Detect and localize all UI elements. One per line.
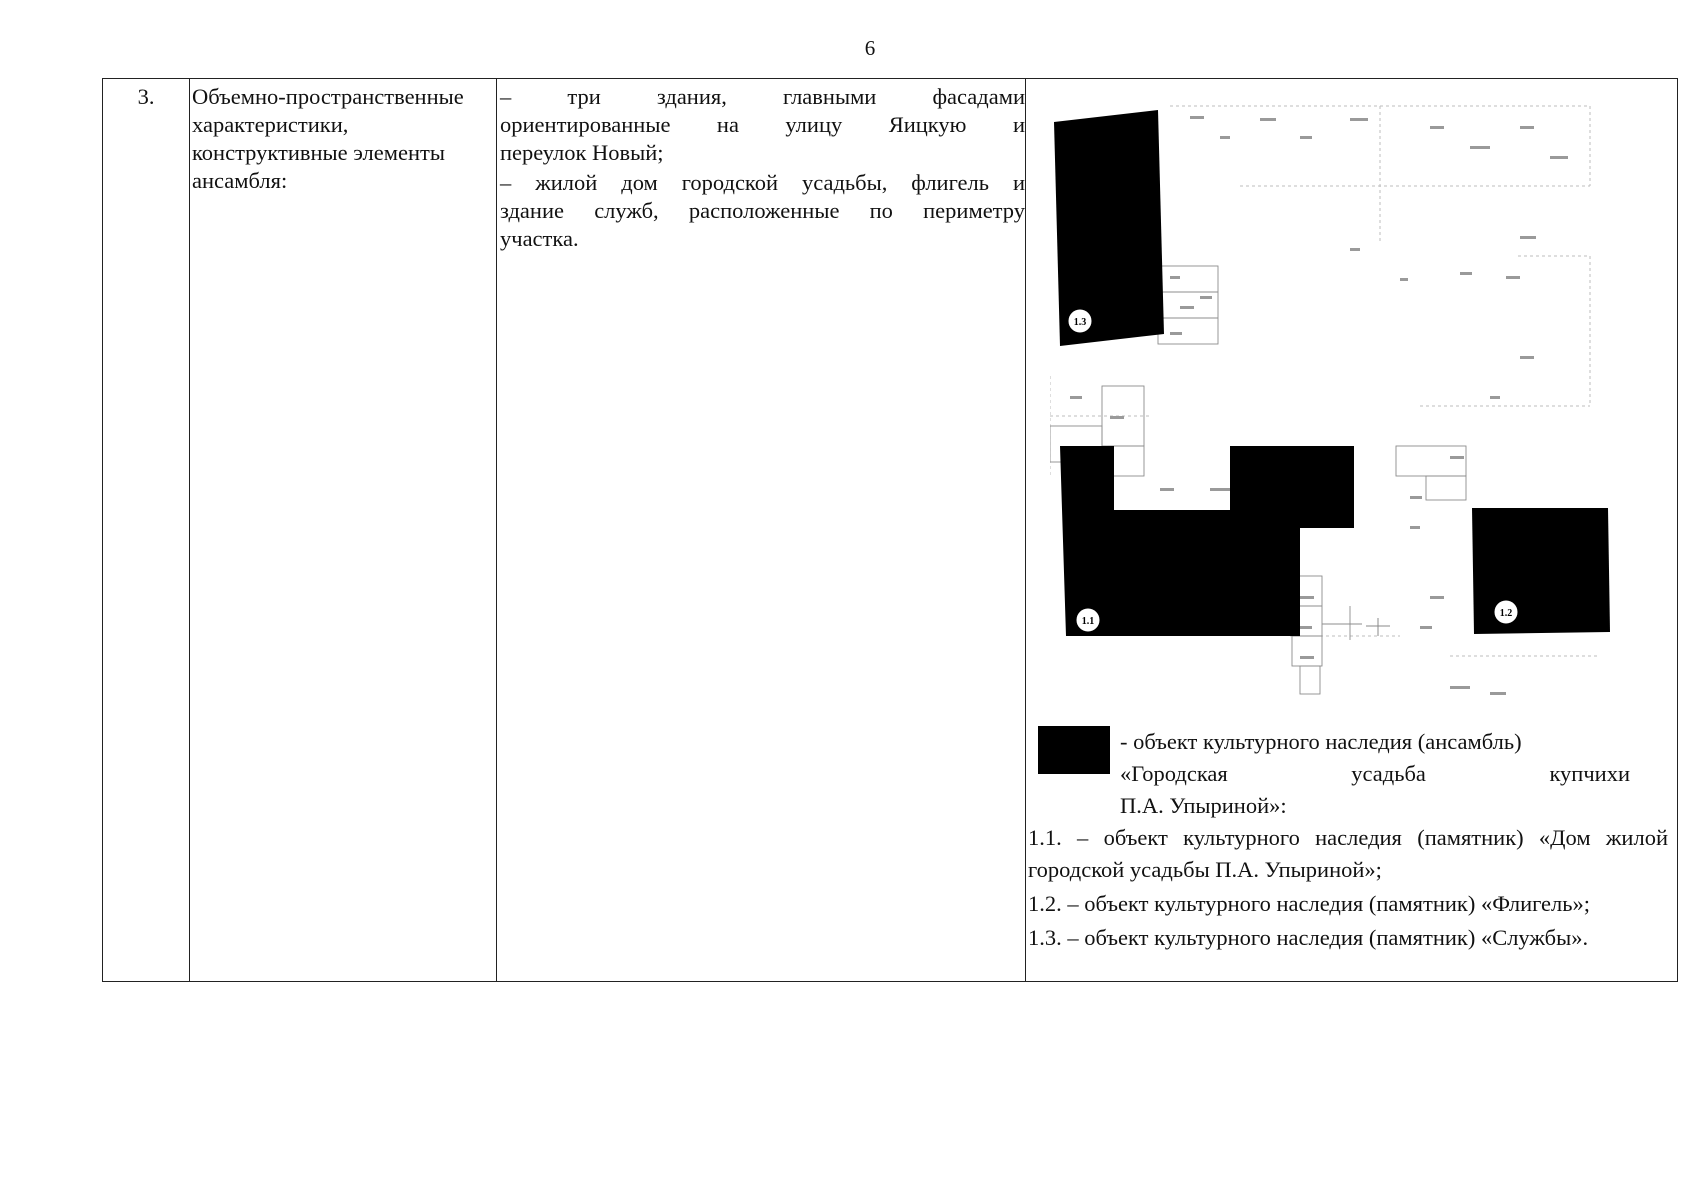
description-item-buildings xyxy=(500,83,1025,167)
building-1-1 xyxy=(1060,446,1354,636)
characteristic-line: конструктивные элементы xyxy=(192,140,445,165)
marker-1-1 xyxy=(1076,608,1100,632)
characteristic-line: Объемно-пространственные xyxy=(192,84,464,109)
row-number: 3. xyxy=(137,84,155,109)
legend-item-line: 1.2. – объект культурного наследия (памятник) «Флигель»; xyxy=(1028,891,1591,916)
description-cell xyxy=(500,83,1025,255)
characteristic-line: характеристики, xyxy=(192,112,349,137)
page-number: 6 xyxy=(864,36,876,60)
description-line: здание служб, расположенные по периметру xyxy=(500,198,1025,223)
legend-item-line: 1.3. – объект культурного наследия (памятник) «Службы». xyxy=(1028,925,1589,950)
legend-item-1-2 xyxy=(1028,888,1668,920)
column-divider xyxy=(496,79,497,981)
marker-1-3-label: 1.3 xyxy=(1073,317,1087,328)
description-line: участка. xyxy=(500,226,579,251)
legend-caption-line: - объект культурного наследия (ансамбль) xyxy=(1120,729,1522,754)
description-line: переулок Новый; xyxy=(500,140,664,165)
marker-1-1-label: 1.1 xyxy=(1081,616,1095,627)
site-plan xyxy=(1050,96,1618,710)
marker-1-2-label: 1.2 xyxy=(1499,608,1513,619)
marker-1-2 xyxy=(1494,600,1518,624)
legend-caption-line: «Городская усадьба купчихи xyxy=(1120,761,1630,786)
marker-1-3 xyxy=(1068,309,1092,333)
description-line: – три здания, главными фасадами xyxy=(500,84,1025,109)
legend-caption xyxy=(1120,726,1630,822)
building-1-2 xyxy=(1472,508,1610,634)
legend-item-1-3 xyxy=(1028,922,1668,954)
characteristic-cell xyxy=(192,83,492,195)
legend-item-line: 1.1. – объект культурного наследия (памятник) «Дом жилой xyxy=(1028,825,1668,850)
plan-crosshair xyxy=(1366,618,1390,636)
legend-caption-line: П.А. Упыриной»: xyxy=(1120,793,1287,818)
characteristic-line: ансамбля: xyxy=(192,168,288,193)
description-line: – жилой дом городской усадьбы, флигель и xyxy=(500,170,1025,195)
building-1-3 xyxy=(1054,110,1164,346)
column-divider xyxy=(1025,79,1026,981)
legend-item-1-1 xyxy=(1028,822,1668,886)
legend-swatch xyxy=(1038,726,1110,774)
legend-item-line: городской усадьбы П.А. Упыриной»; xyxy=(1028,857,1382,882)
description-item-perimeter xyxy=(500,169,1025,253)
description-line: ориентированные на улицу Яицкую и xyxy=(500,112,1025,137)
column-divider xyxy=(189,79,190,981)
legend-items xyxy=(1028,822,1668,956)
